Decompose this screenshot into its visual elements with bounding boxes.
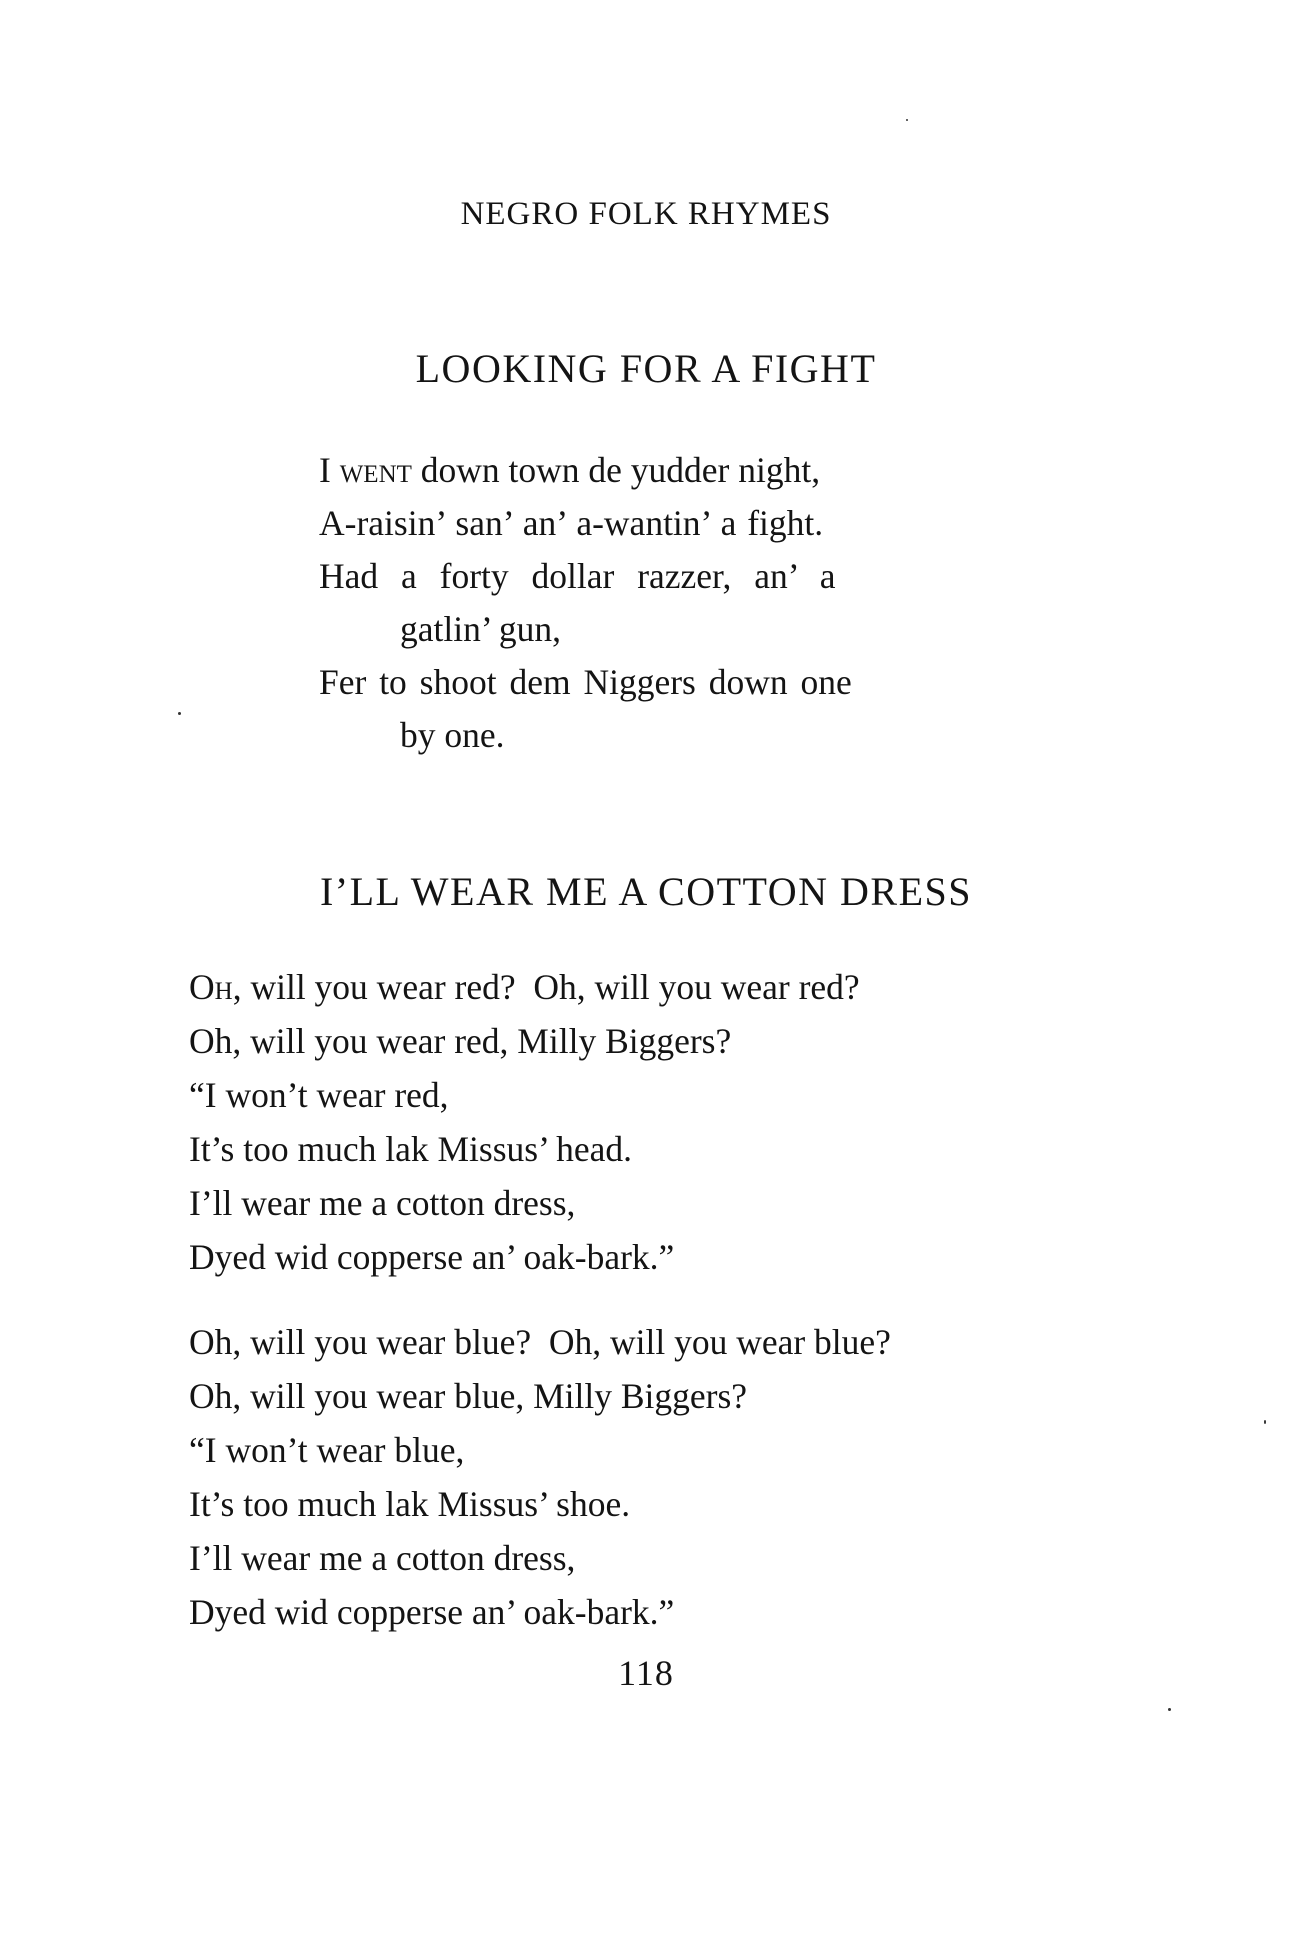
- running-head-text: NEGRO FOLK RHYMES: [460, 196, 832, 232]
- poem2-line-1-smallcaps: h: [214, 967, 233, 1007]
- poem1-line-1-text: down town de yudder night,: [411, 450, 821, 490]
- poem1-line-2: A-raisin’ san’ an’ a-wantin’ a fight.: [319, 503, 824, 543]
- poem2-stanza2-line-1: Oh, will you wear blue? Oh, will you wear blue?: [189, 1322, 891, 1362]
- scan-speck: [1264, 1420, 1266, 1424]
- scan-speck: [178, 712, 181, 715]
- poem2-stanza1-line-4: It’s too much lak Missus’ head.: [189, 1129, 633, 1169]
- page-number: 118: [618, 1653, 674, 1693]
- poem2-stanza2-line-4: It’s too much lak Missus’ shoe.: [189, 1484, 631, 1524]
- scan-speck: [906, 119, 908, 121]
- scan-speck: [1168, 1708, 1171, 1711]
- poem1-line-1-lead: I: [319, 450, 340, 490]
- poem-title-looking-for-a-fight: LOOKING FOR A FIGHT: [415, 346, 877, 391]
- poem2-stanza1-line-6: Dyed wid copperse an’ oak-bark.”: [189, 1237, 675, 1277]
- poem2-stanza1-line-2: Oh, will you wear red, Milly Biggers?: [189, 1021, 732, 1061]
- poem2-stanza2-line-6: Dyed wid copperse an’ oak-bark.”: [189, 1592, 675, 1632]
- poem1-line-1: [319, 450, 821, 490]
- poem2-stanza1-line-1: [189, 967, 860, 1007]
- poem2-line-1-text: , will you wear red? Oh, will you wear red?: [232, 967, 860, 1007]
- poem1-line-3: Had a forty dollar razzer, an’ a: [319, 556, 836, 596]
- running-head: [0, 196, 1292, 233]
- poem1-line-1-smallcaps: went: [339, 450, 412, 490]
- poem2-stanza2-line-5: I’ll wear me a cotton dress,: [189, 1538, 576, 1578]
- poem2-stanza1-line-3: “I won’t wear red,: [189, 1075, 449, 1115]
- poem1-line-5: Fer to shoot dem Niggers down one: [319, 662, 852, 702]
- poem1-line-6: by one.: [400, 715, 505, 755]
- poem-title-cotton-dress: I’LL WEAR ME A COTTON DRESS: [319, 869, 972, 914]
- poem1-line-4: gatlin’ gun,: [400, 609, 562, 649]
- poem2-stanza2-line-2: Oh, will you wear blue, Milly Biggers?: [189, 1376, 748, 1416]
- poem2-stanza1-line-5: I’ll wear me a cotton dress,: [189, 1183, 576, 1223]
- poem2-line-1-lead: O: [189, 967, 215, 1007]
- poem2-stanza2-line-3: “I won’t wear blue,: [189, 1430, 465, 1470]
